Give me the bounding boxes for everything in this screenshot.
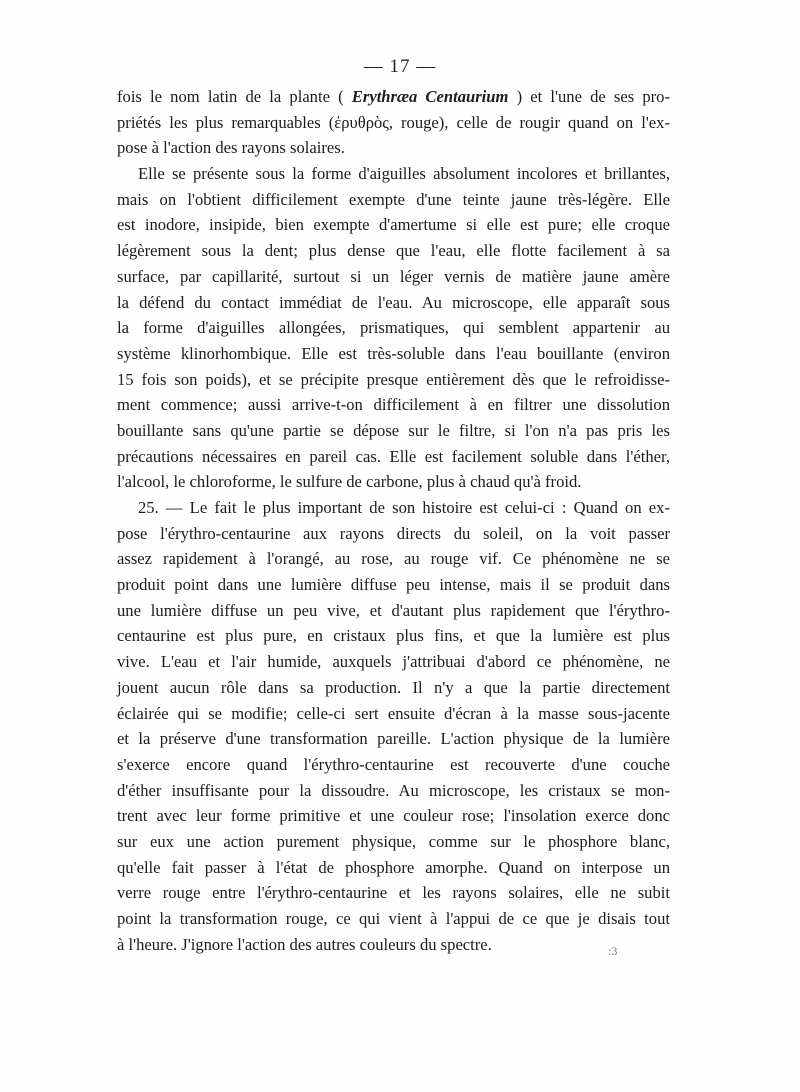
text-line: jouent aucun rôle dans sa production. Il n'y a que la partie directement [117,677,670,697]
text-line: ment commence; aussi arrive-t-on difficilement à en filtrer une dissolution [117,395,670,415]
text-line: priétés les plus remarquables (ἐρυθρὸς, rouge), celle de rougir quand on l'ex- [117,112,670,132]
text-line: d'éther insuffisante pour la dissoudre. Au microscope, les cristaux se mon- [117,780,670,800]
text-line: mais on l'obtient difficilement exempte d'une teinte jaune très-légère. Elle [117,189,670,209]
text-line: l'alcool, le chloroforme, le sulfure de carbone, plus à chaud qu'à froid. [117,472,582,492]
text-line: pose l'érythro-centaurine aux rayons directs du soleil, on la voit passer [117,523,670,543]
text-line: centaurine est plus pure, en cristaux plus fins, et que la lumière est plus [117,626,670,646]
text-line: éclairée qui se modifie; celle-ci sert ensuite d'écran à la masse sous-jacente [117,703,670,723]
text-line: surface, par capillarité, surtout si un léger vernis de matière jaune amère [117,266,670,286]
text-line: la forme d'aiguilles allongées, prismatiques, qui semblent appartenir au [117,318,670,338]
text-line: Elle se présente sous la forme d'aiguilles absolument incolores et brillantes, [138,164,670,184]
text-line: point la transformation rouge, ce qui vient à l'appui de ce que je disais tout [117,909,670,928]
text-line: assez rapidement à l'orangé, au rose, au rouge vif. Ce phénomène ne se [117,549,670,569]
text-line: légèrement sous la dent; plus dense que l'eau, elle flotte facilement à sa [117,241,670,261]
text-line: verre rouge entre l'érythro-centaurine et les rayons solaires, elle ne subit [117,883,670,903]
text-line: est inodore, insipide, bien exempte d'amertume si elle est pure; elle croque [117,215,670,235]
text-line: une lumière diffuse un peu vive, et d'autant plus rapidement que l'érythro- [117,600,670,620]
text-line: 15 fois son poids), et se précipite presque entièrement dès que le refroidisse- [117,369,670,389]
text-line: pose à l'action des rayons solaires. [117,138,345,158]
page-number: — 17 — [363,56,437,77]
text-line: produit point dans une lumière diffuse peu intense, mais il se produit dans [117,575,670,595]
text-line: vive. L'eau et l'air humide, auxquels j'attribuai d'abord ce phénomène, ne [117,652,670,672]
text-line: à l'heure. J'ignore l'action des autres couleurs du spectre. [117,934,492,954]
body-text [117,84,670,957]
text-line: s'exerce encore quand l'érythro-centaurine est recouverte d'une couche [117,754,670,774]
text-line: fois le nom latin de la plante ( Erythræa Centaurium ) et l'une de ses pro- [117,87,670,106]
text-line: sur eux une action purement physique, comme sur le phosphore blanc, [117,831,670,851]
text-line: trent avec leur forme primitive et une couleur rose; l'insolation exerce donc [117,806,670,826]
text-line: la défend du contact immédiat de l'eau. Au microscope, elle apparaît sous [117,292,670,312]
text-line: système klinorhombique. Elle est très-soluble dans l'eau bouillante (environ [117,343,670,363]
text-line: précautions nécessaires en pareil cas. Elle est facilement soluble dans l'éther, [117,446,670,466]
text-line: qu'elle fait passer à l'état de phosphore amorphe. Quand on interpose un [117,857,670,877]
text-line: et la préserve d'une transformation pareille. L'action physique de la lumière [117,729,670,749]
corner-mark: :3 [608,944,618,958]
botanical-name: Erythræa Centaurium [351,87,509,106]
text-line: bouillante sans qu'une partie se dépose sur le filtre, si l'on n'a pas pris les [117,420,670,440]
text-line: 25. — Le fait le plus important de son histoire est celui-ci : Quand on ex- [138,498,670,517]
